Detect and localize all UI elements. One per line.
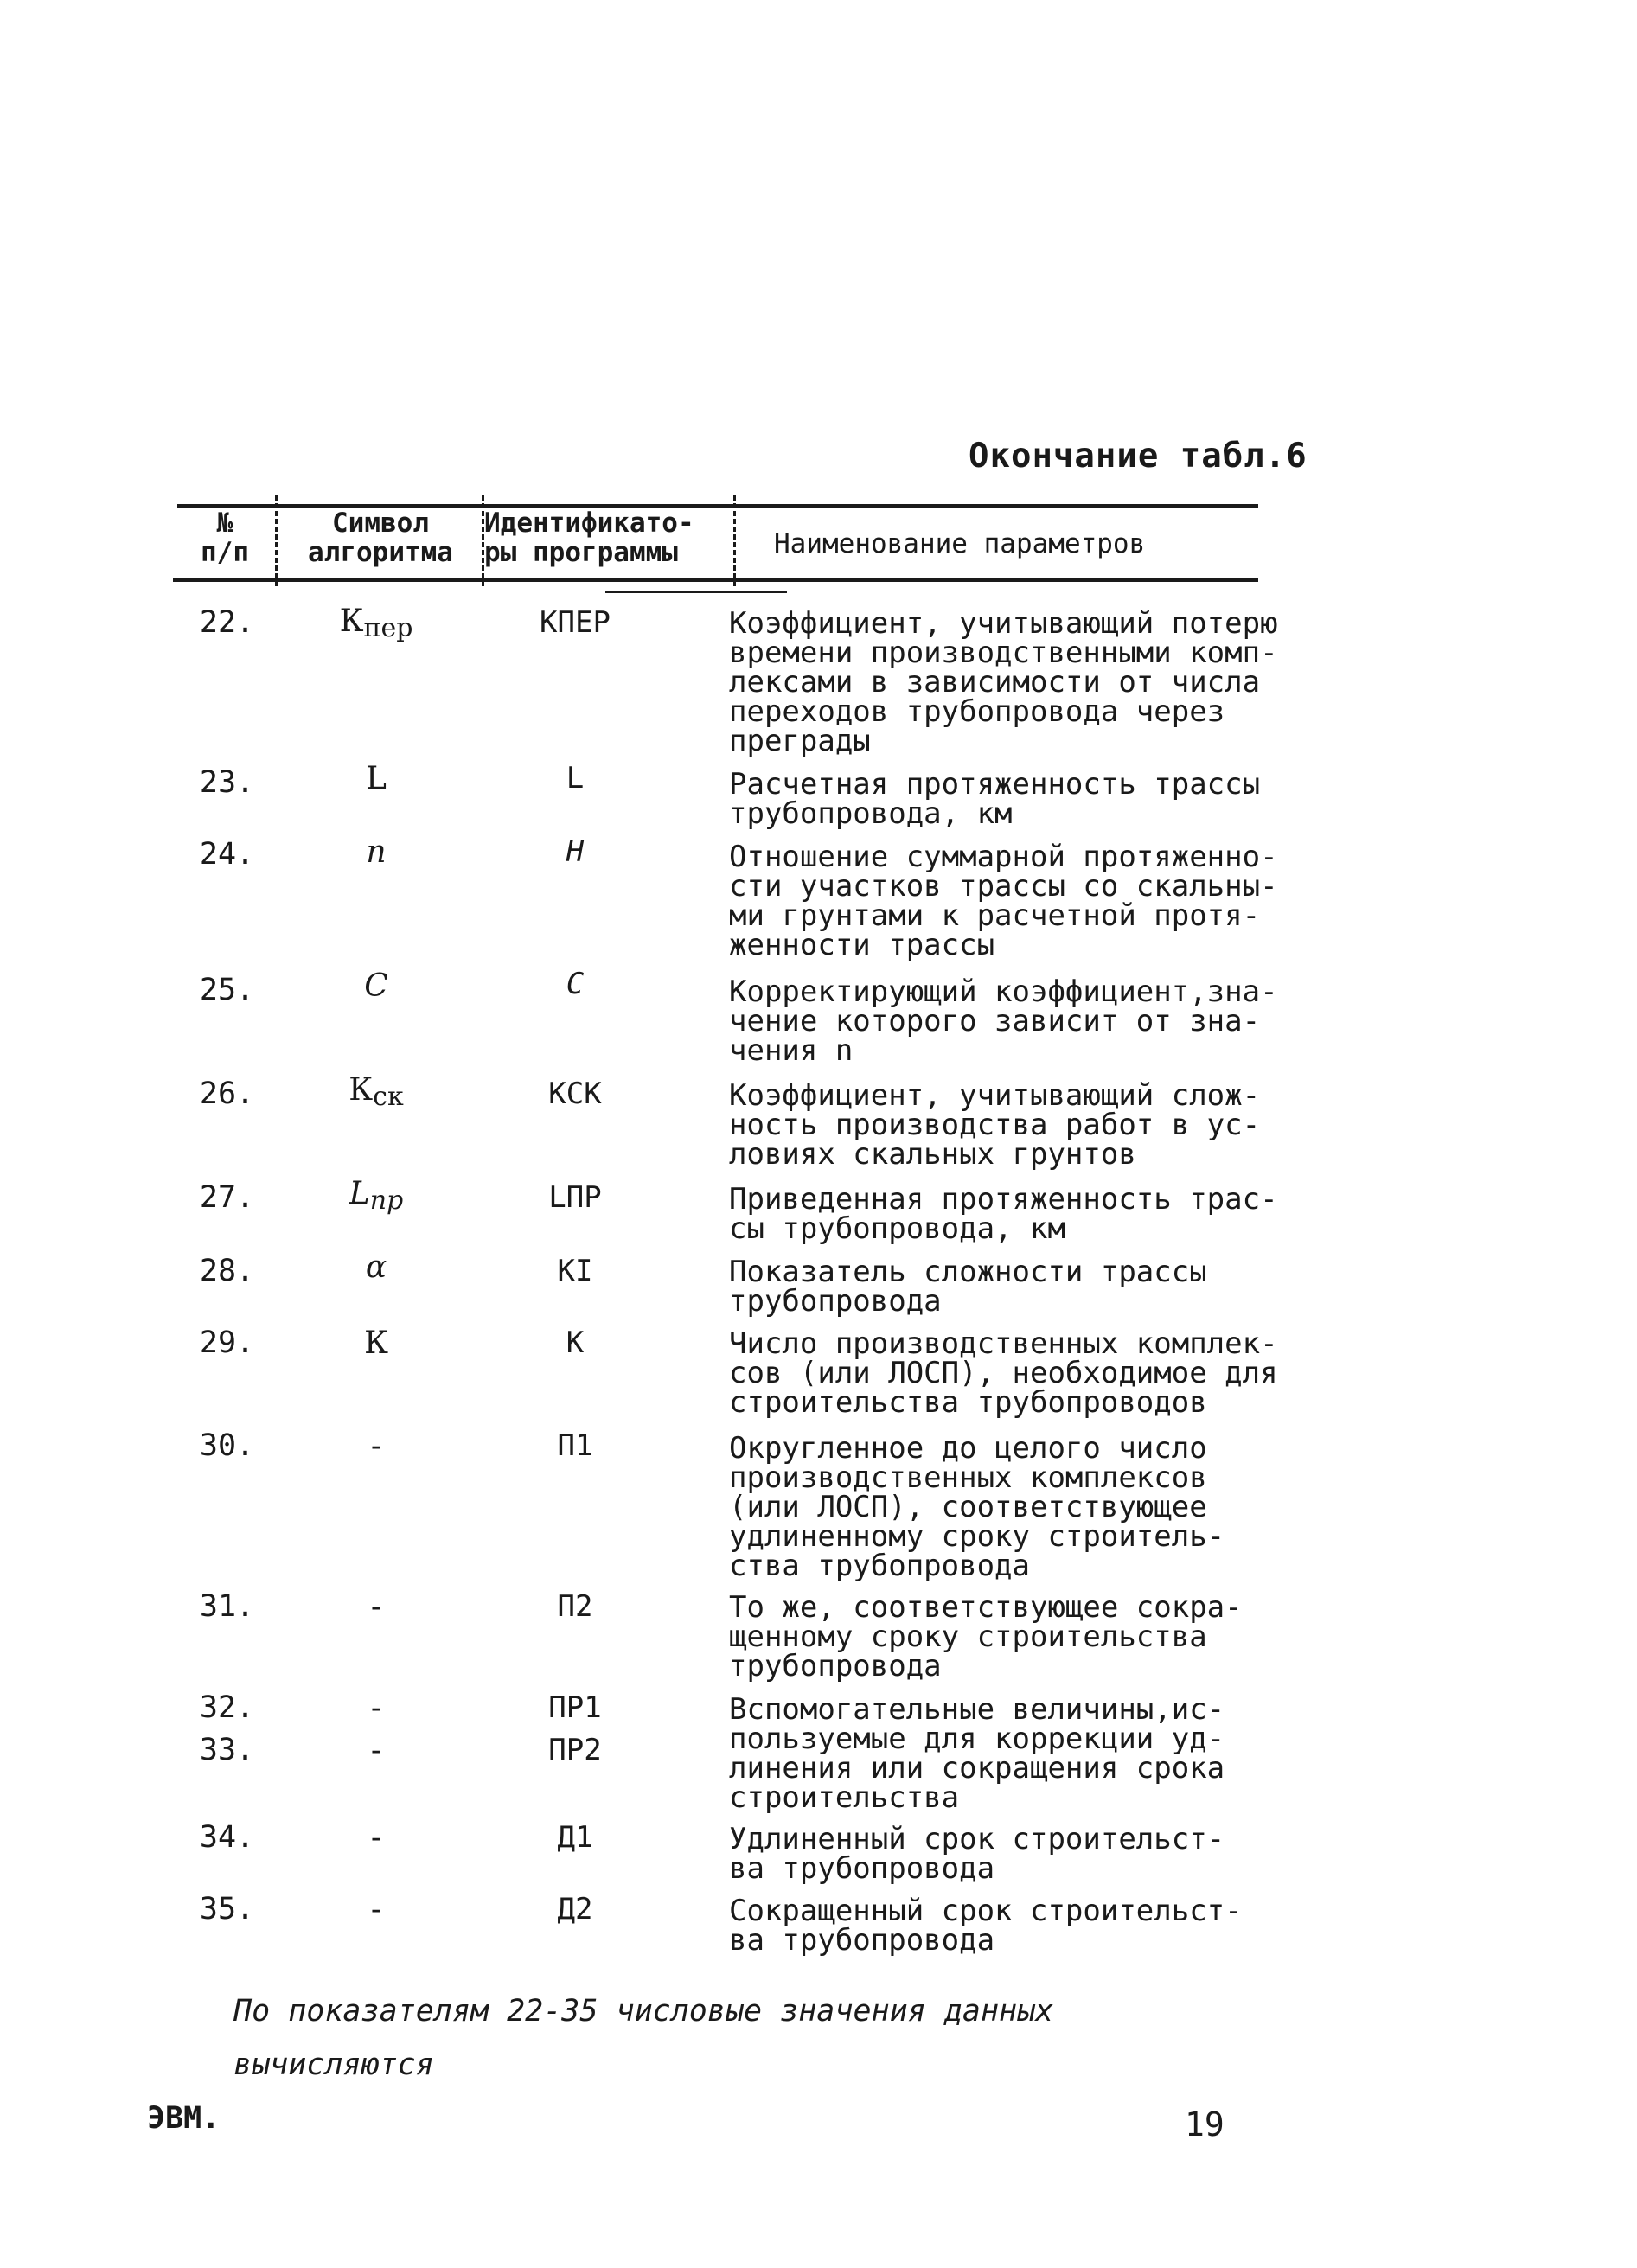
header-symbol bbox=[290, 508, 471, 567]
row-34-symbol: - bbox=[370, 1820, 382, 1856]
row-28-symbol: α bbox=[365, 1249, 387, 1285]
row-29-number: 29. bbox=[199, 1326, 255, 1360]
row-31-identifier: П2 bbox=[557, 1589, 593, 1624]
row-35-description: Сокращенный срок строительст- ва трубопровода bbox=[729, 1894, 1243, 1958]
row-32-identifier: ПР1 bbox=[548, 1690, 602, 1725]
row-29-symbol: К bbox=[364, 1326, 388, 1361]
row-25-identifier: C bbox=[566, 967, 585, 1001]
header-number bbox=[177, 508, 272, 567]
row-23-number: 23. bbox=[199, 765, 255, 800]
header-identifier-line2: ры программы bbox=[484, 537, 678, 568]
table-header-bottom-rule bbox=[173, 578, 1258, 582]
row-26-description: Коэффициент, учитывающий слож- ность производства работ в ус- ловиях скальных грунтов bbox=[729, 1078, 1261, 1172]
header-identifier-line1: Идентификато- bbox=[484, 508, 694, 539]
header-symbol-line1: Символ bbox=[332, 508, 429, 539]
row-33-identifier: ПР2 bbox=[548, 1733, 602, 1767]
row-31-number: 31. bbox=[199, 1589, 255, 1624]
row-31-symbol: - bbox=[370, 1589, 382, 1625]
row-29-description: Число производственных комплек- сов (или ЛОСП), необходимое для строительства трубопроводов bbox=[729, 1326, 1278, 1420]
row-33-symbol: - bbox=[370, 1733, 382, 1768]
row-23-identifier: L bbox=[566, 761, 585, 795]
header-parameter-name: Наименование параметров bbox=[774, 528, 1146, 559]
row-34-description: Удлиненный срок строительст- ва трубопровода bbox=[729, 1822, 1225, 1886]
row-24-description: Отношение суммарной протяженно- сти участков трассы со скальны- ми грунтами к расчетной протя- женности трассы bbox=[729, 840, 1278, 962]
row-27-number: 27. bbox=[199, 1180, 255, 1215]
row-28-number: 28. bbox=[199, 1254, 255, 1288]
row-31-description: То же, соответствующее сокра- щенному сроку строительства трубопровода bbox=[729, 1590, 1243, 1683]
row-27-symbol: $L_{пр}$ bbox=[349, 1176, 404, 1216]
page-number: 19 bbox=[1185, 2105, 1225, 2143]
header-identifier bbox=[484, 508, 735, 567]
row-33-number: 33. bbox=[199, 1733, 255, 1767]
row-34-identifier: Д1 bbox=[557, 1820, 593, 1855]
header-number-line1: № bbox=[216, 508, 233, 539]
row-25-number: 25. bbox=[199, 973, 255, 1007]
row-24-identifier: H bbox=[566, 834, 585, 869]
table-header-underline bbox=[605, 591, 787, 593]
row-25-symbol: C bbox=[364, 968, 388, 1004]
row-22-number: 22. bbox=[199, 605, 255, 640]
row-35-symbol: - bbox=[370, 1892, 382, 1927]
row-28-description: Показатель сложности трассы трубопровода bbox=[729, 1255, 1207, 1319]
row-35-number: 35. bbox=[199, 1892, 255, 1926]
row-32-symbol: - bbox=[370, 1690, 382, 1726]
footnote bbox=[147, 1984, 1271, 2145]
row-26-symbol: $К_{ск}$ bbox=[349, 1072, 404, 1112]
row-22-description: Коэффициент, учитывающий потерю времени производственными комп- лексами в зависимости от числа переходов трубопровода через преграды bbox=[729, 606, 1278, 758]
header-number-line2: п/п bbox=[201, 537, 249, 568]
row-25-description: Корректирующий коэффициент,зна- чение которого зависит от зна- чения n bbox=[729, 974, 1278, 1068]
row-30-number: 30. bbox=[199, 1428, 255, 1463]
row-29-identifier: К bbox=[566, 1326, 585, 1360]
row-32-33-description: Вспомогательные величины,ис- пользуемые для коррекции уд- линения или сокращения срока строительства bbox=[729, 1692, 1225, 1815]
row-24-symbol: n bbox=[366, 834, 387, 870]
row-32-number: 32. bbox=[199, 1690, 255, 1725]
table-caption: Окончание табл.6 bbox=[969, 437, 1308, 476]
row-30-identifier: П1 bbox=[557, 1428, 593, 1463]
row-30-symbol: - bbox=[370, 1428, 382, 1464]
footnote-line1: По показателям 22-35 числовые значения данных вычисляются bbox=[233, 1994, 1054, 2082]
footnote-line2: ЭВМ. bbox=[147, 2101, 221, 2136]
row-30-description: Округленное до целого число производственных комплексов (или ЛОСП), соответствующее удлиненному сроку строитель- ства трубопровода bbox=[729, 1431, 1225, 1583]
row-23-symbol: L bbox=[366, 761, 387, 796]
row-35-identifier: Д2 bbox=[557, 1892, 593, 1926]
row-24-number: 24. bbox=[199, 837, 255, 872]
row-28-identifier: KI bbox=[557, 1254, 593, 1288]
row-26-number: 26. bbox=[199, 1077, 255, 1111]
row-22-symbol: $К_{пер}$ bbox=[339, 604, 413, 643]
row-26-identifier: КСК bbox=[548, 1077, 602, 1111]
row-22-identifier: КПЕР bbox=[540, 605, 611, 640]
row-27-description: Приведенная протяженность трас- сы трубопровода, км bbox=[729, 1182, 1278, 1246]
row-23-description: Расчетная протяженность трассы трубопровода, км bbox=[729, 767, 1261, 831]
row-34-number: 34. bbox=[199, 1820, 255, 1855]
header-symbol-line2: алгоритма bbox=[308, 537, 453, 568]
header-separator-1 bbox=[275, 495, 278, 586]
row-27-identifier: LПР bbox=[548, 1180, 602, 1215]
